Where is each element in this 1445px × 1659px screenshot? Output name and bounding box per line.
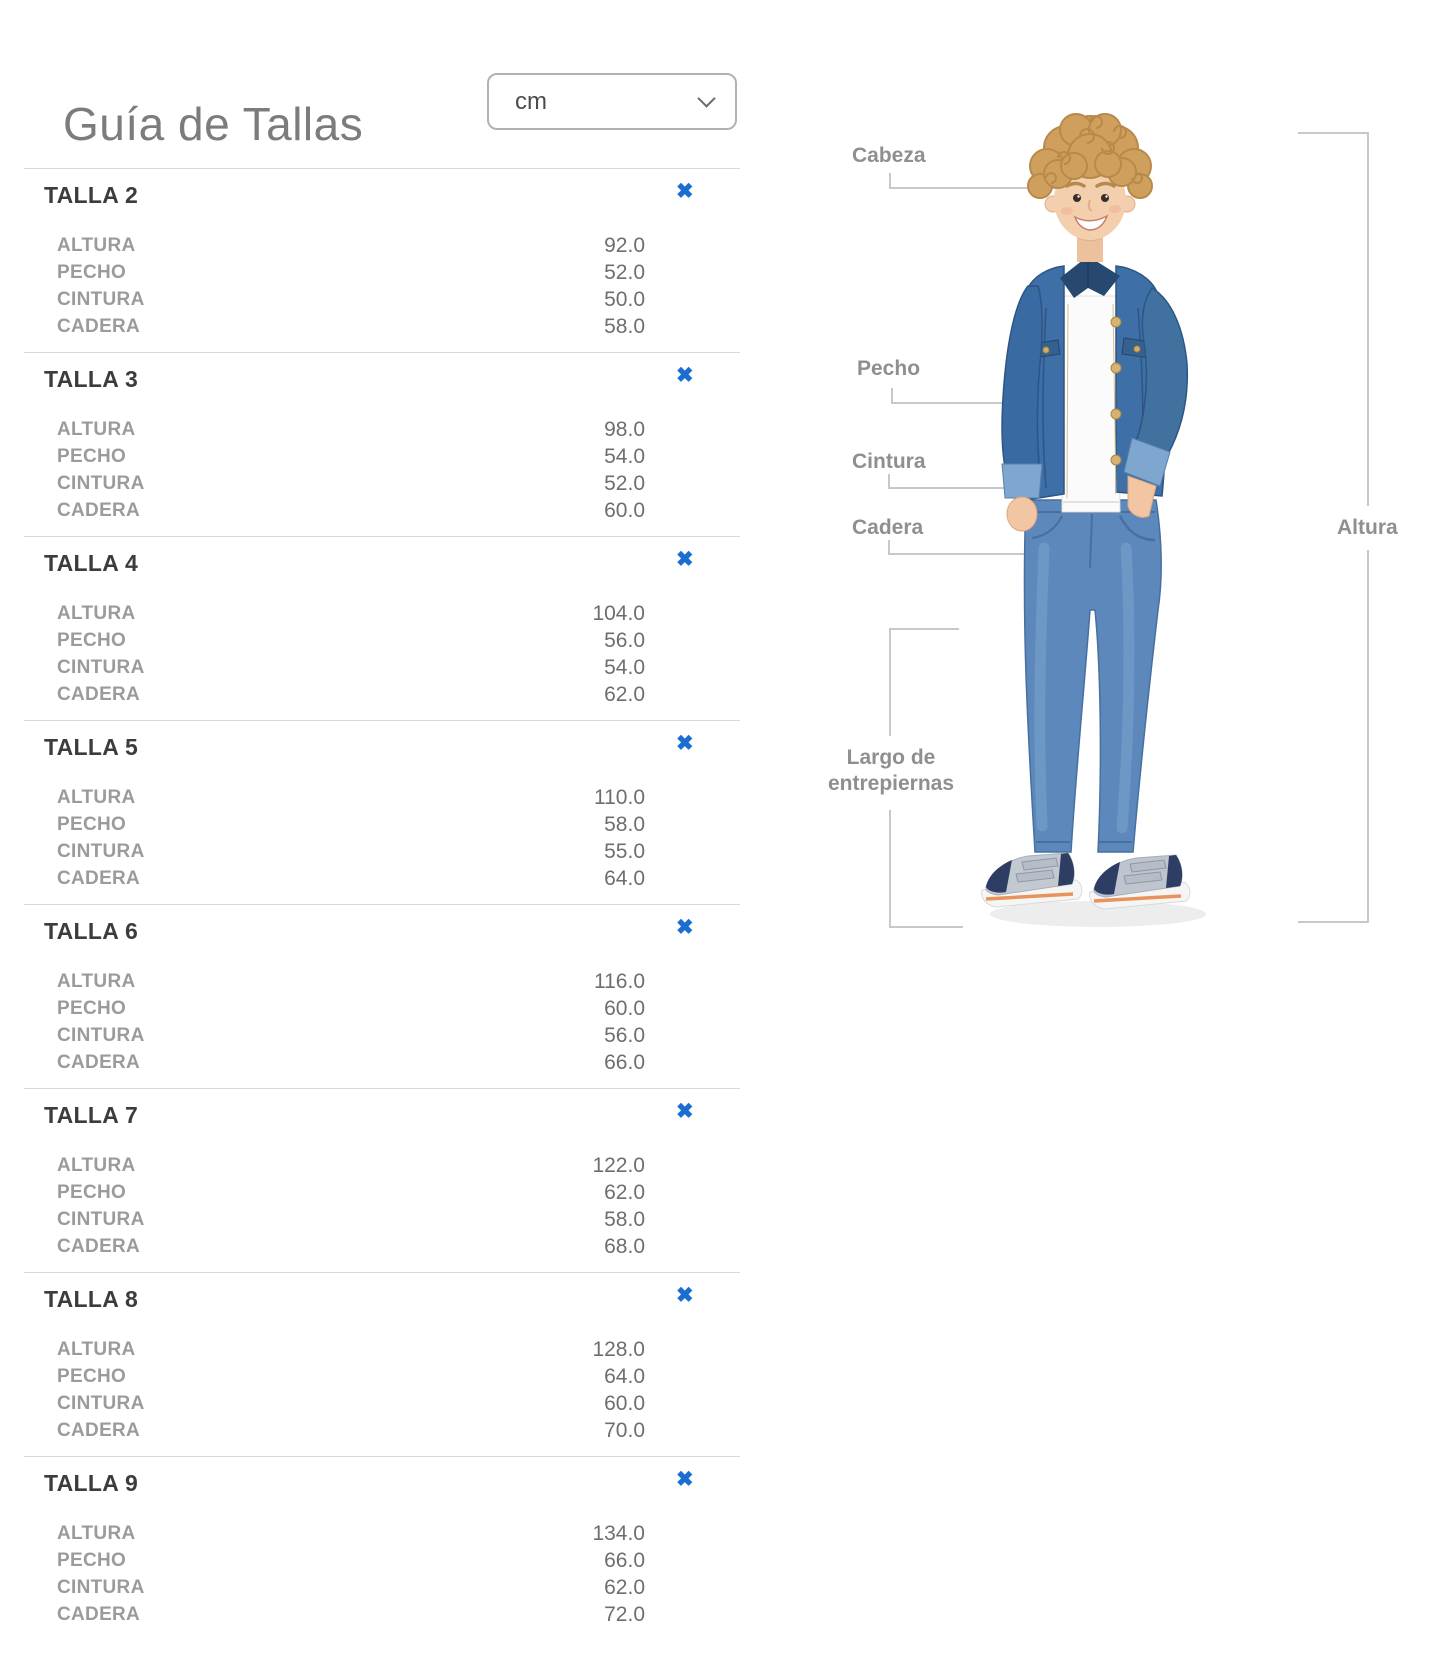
label-largo-line1: Largo de [846,746,936,769]
measurement-value: 104.0 [592,601,645,625]
measurement-value: 134.0 [592,1521,645,1545]
size-title: TALLA 8 [44,1286,139,1312]
size-title: TALLA 2 [44,182,139,208]
largo-bracket-upper [889,628,891,736]
size-section-7 [24,1088,740,1272]
close-icon[interactable]: ✖ [676,1468,694,1491]
size-section-6 [24,904,740,1088]
measurement-label: PECHO [57,1549,127,1571]
size-section-9 [24,1456,740,1640]
measurement-row [24,1547,740,1574]
measurement-value: 70.0 [604,1418,645,1442]
measurement-label: CADERA [57,315,141,337]
unit-select[interactable] [487,73,737,130]
measurement-row [24,1520,740,1547]
measurement-value: 56.0 [604,1023,645,1047]
measurement-row [24,1601,740,1628]
measurement-row [24,811,740,838]
measurement-value: 68.0 [604,1234,645,1258]
measurement-label: CADERA [57,1051,141,1073]
measurement-label: CADERA [57,1419,141,1441]
measurement-row [24,313,740,340]
measurement-label: ALTURA [57,786,136,808]
measurement-label: CINTURA [57,288,145,310]
measurement-row [24,1363,740,1390]
close-icon[interactable]: ✖ [676,548,694,571]
label-pecho: Pecho [857,357,921,380]
measurement-label: PECHO [57,813,127,835]
size-section-4 [24,536,740,720]
measurement-label: ALTURA [57,234,136,256]
measurement-row [24,600,740,627]
measurement-row [24,865,740,892]
size-title: TALLA 7 [44,1102,139,1128]
measurement-rows [24,784,740,892]
measurement-row [24,1022,740,1049]
altura-bracket-lower [1367,550,1369,923]
measurement-row [24,416,740,443]
size-section-2 [24,168,740,352]
measurement-value: 52.0 [604,260,645,284]
measurement-value: 54.0 [604,655,645,679]
size-sections-list [24,168,740,1640]
measurement-rows [24,1336,740,1444]
measurement-value: 66.0 [604,1050,645,1074]
measurement-label: CINTURA [57,1392,145,1414]
measurement-label: PECHO [57,445,127,467]
altura-bracket-bottom-tick [1298,921,1369,923]
measurement-label: ALTURA [57,418,136,440]
measurement-label: PECHO [57,1365,127,1387]
measurement-label: CADERA [57,1603,141,1625]
measurement-value: 62.0 [604,682,645,706]
measurement-value: 128.0 [592,1337,645,1361]
measurement-value: 92.0 [604,233,645,257]
measurement-label: PECHO [57,1181,127,1203]
chevron-down-icon [697,89,715,107]
measurement-row [24,1233,740,1260]
close-icon[interactable]: ✖ [676,1100,694,1123]
measurement-rows [24,1520,740,1628]
measurement-label: CINTURA [57,472,145,494]
measurement-row [24,681,740,708]
measurement-label: ALTURA [57,602,136,624]
measurement-label: ALTURA [57,1338,136,1360]
page-title: Guía de Tallas [63,97,364,150]
size-section-8 [24,1272,740,1456]
measurement-row [24,995,740,1022]
measurement-value: 60.0 [604,498,645,522]
measurement-row [24,1574,740,1601]
measurement-rows [24,1152,740,1260]
measurement-value: 62.0 [604,1180,645,1204]
measurement-label: PECHO [57,261,127,283]
close-icon[interactable]: ✖ [676,916,694,939]
measurement-label: ALTURA [57,1154,136,1176]
measurement-row [24,470,740,497]
measurement-label: PECHO [57,629,127,651]
measurement-label: CINTURA [57,1208,145,1230]
size-section-5 [24,720,740,904]
measurement-label: CINTURA [57,840,145,862]
measurement-row [24,1152,740,1179]
measurement-value: 54.0 [604,444,645,468]
measurement-label: CINTURA [57,1024,145,1046]
unit-select-value: cm [515,87,547,115]
close-icon[interactable]: ✖ [676,732,694,755]
measurement-rows [24,232,740,340]
measurement-rows [24,968,740,1076]
measurement-row [24,443,740,470]
size-title: TALLA 6 [44,918,139,944]
measurement-row [24,1417,740,1444]
measurement-row [24,286,740,313]
measurement-value: 64.0 [604,1364,645,1388]
measurement-value: 62.0 [604,1575,645,1599]
measurement-label: CADERA [57,867,141,889]
measurement-value: 52.0 [604,471,645,495]
measurement-row [24,497,740,524]
measurement-value: 72.0 [604,1602,645,1626]
measurement-value: 98.0 [604,417,645,441]
measurement-row [24,968,740,995]
label-cadera: Cadera [852,516,924,539]
measurement-row [24,1336,740,1363]
size-title: TALLA 3 [44,366,139,392]
measurement-value: 66.0 [604,1548,645,1572]
measurement-value: 64.0 [604,866,645,890]
label-cintura: Cintura [852,450,926,473]
measurement-row [24,838,740,865]
close-icon[interactable]: ✖ [676,1284,694,1307]
measurement-rows [24,600,740,708]
measurement-label: CADERA [57,499,141,521]
close-icon[interactable]: ✖ [676,180,694,203]
measurement-row [24,1206,740,1233]
measurement-value: 60.0 [604,1391,645,1415]
measurement-row [24,1390,740,1417]
measurement-row [24,1049,740,1076]
measurement-label: ALTURA [57,970,136,992]
altura-bracket-top-tick [1298,132,1369,134]
largo-bracket-lower [889,810,891,928]
label-altura: Altura [1337,516,1398,539]
measurement-row [24,627,740,654]
measurement-value: 110.0 [594,785,645,809]
measurement-value: 58.0 [604,314,645,338]
measurement-value: 50.0 [604,287,645,311]
measurement-value: 58.0 [604,812,645,836]
measurement-label: CINTURA [57,656,145,678]
measurement-value: 116.0 [594,969,645,993]
altura-bracket-upper [1367,132,1369,506]
measurement-value: 56.0 [604,628,645,652]
size-title: TALLA 9 [44,1470,139,1496]
measurement-value: 122.0 [592,1153,645,1177]
size-title: TALLA 5 [44,734,139,760]
close-icon[interactable]: ✖ [676,364,694,387]
measurement-row [24,1179,740,1206]
measurement-label: CINTURA [57,1576,145,1598]
measurement-row [24,654,740,681]
measurement-label: CADERA [57,683,141,705]
child-model-photo [930,108,1270,938]
measurement-row [24,259,740,286]
measurement-label: CADERA [57,1235,141,1257]
measurement-value: 55.0 [604,839,645,863]
size-section-3 [24,352,740,536]
measurement-value: 60.0 [604,996,645,1020]
measurement-rows [24,416,740,524]
label-cabeza: Cabeza [852,144,926,167]
measurement-row [24,232,740,259]
measurement-value: 58.0 [604,1207,645,1231]
label-largo-line2: entrepiernas [827,772,955,795]
measurement-label: ALTURA [57,1522,136,1544]
measurement-label: PECHO [57,997,127,1019]
size-title: TALLA 4 [44,550,139,576]
measurement-row [24,784,740,811]
